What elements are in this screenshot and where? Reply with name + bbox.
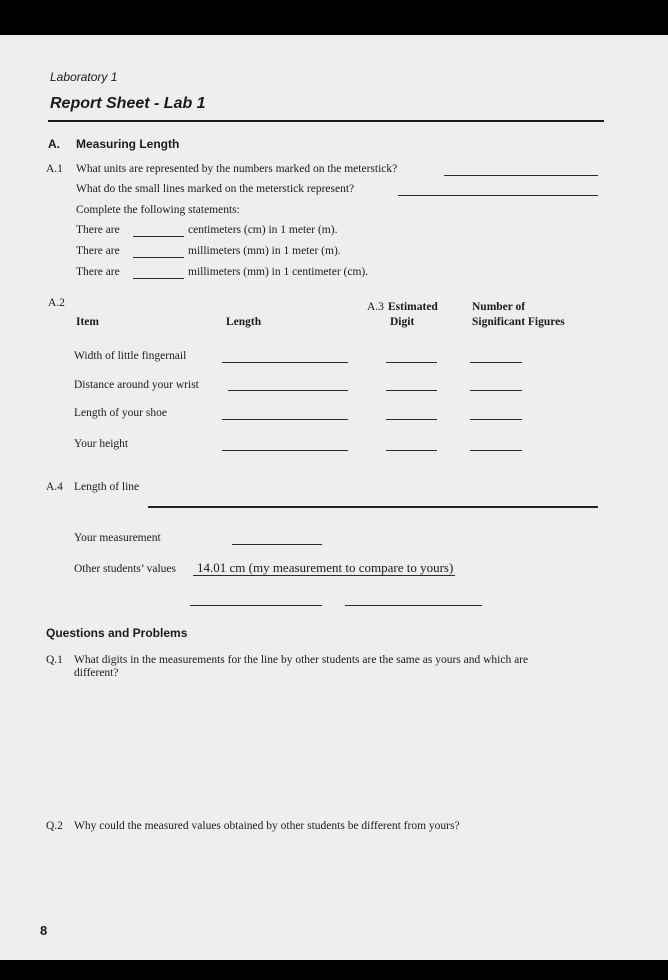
other-values-blank: [345, 605, 482, 606]
q1-number: Q.1: [46, 654, 63, 666]
a1-number: A.1: [46, 163, 63, 175]
a1-question-lines: What do the small lines marked on the meterstick represent?: [76, 183, 355, 195]
scan-top-border: [0, 0, 668, 35]
answer-blank: [444, 175, 598, 176]
other-values-label: Other students’ values: [74, 563, 176, 575]
column-header-item: Item: [76, 316, 99, 328]
questions-heading: Questions and Problems: [46, 626, 188, 640]
statement-prefix: There are: [76, 245, 120, 257]
other-values-blank: [190, 605, 322, 606]
measurement-row-label: Your height: [74, 438, 129, 450]
a4-number: A.4: [46, 481, 63, 493]
section-a-heading: Measuring Length: [76, 137, 180, 151]
q1-text-line1: What digits in the measurements for the line by other students are the same as yours and which are: [74, 654, 529, 666]
statement-suffix: millimeters (mm) in 1 meter (m).: [188, 245, 341, 257]
q2-text: Why could the measured values obtained by other students be different from yours?: [74, 820, 460, 832]
measurement-row-label: Length of your shoe: [74, 407, 167, 419]
answer-blank: [398, 195, 598, 196]
statement-prefix: There are: [76, 224, 120, 236]
length-blank: [222, 362, 348, 363]
your-measurement-blank: [232, 544, 322, 545]
sig-figs-blank: [470, 419, 522, 420]
column-header-length: Length: [226, 316, 262, 328]
q1-text-line2: different?: [74, 667, 119, 679]
line-to-measure: [148, 506, 598, 508]
length-blank: [228, 390, 348, 391]
estimated-digit-blank: [386, 362, 437, 363]
a4-label: Length of line: [74, 481, 140, 493]
a1-instruction: Complete the following statements:: [76, 204, 240, 216]
column-header-number-of: Number of: [472, 301, 526, 313]
sig-figs-blank: [470, 390, 522, 391]
a1-question-units: What units are represented by the numbers marked on the meterstick?: [76, 163, 398, 175]
estimated-digit-blank: [386, 419, 437, 420]
statement-prefix: There are: [76, 266, 120, 278]
scan-bottom-border: [0, 960, 668, 980]
a3-number: A.3: [367, 301, 384, 313]
column-header-digit: Digit: [390, 316, 415, 328]
length-blank: [222, 419, 348, 420]
q2-number: Q.2: [46, 820, 63, 832]
sig-figs-blank: [470, 362, 522, 363]
statement-suffix: centimeters (cm) in 1 meter (m).: [188, 224, 338, 236]
a2-number: A.2: [48, 297, 65, 309]
other-values-entry: 14.01 cm (my measurement to compare to yours): [193, 561, 455, 576]
page-number: 8: [40, 923, 48, 938]
lab-label: Laboratory 1: [50, 70, 118, 84]
answer-blank: [133, 278, 184, 279]
column-header-estimated: Estimated: [388, 301, 438, 313]
answer-blank: [133, 257, 184, 258]
page-title: Report Sheet - Lab 1: [50, 95, 206, 112]
length-blank: [222, 450, 348, 451]
column-header-significant-figures: Significant Figures: [472, 316, 565, 328]
estimated-digit-blank: [386, 450, 437, 451]
your-measurement-label: Your measurement: [74, 532, 161, 544]
section-a-letter: A.: [48, 137, 60, 151]
statement-suffix: millimeters (mm) in 1 centimeter (cm).: [188, 266, 369, 278]
measurement-row-label: Width of little fingernail: [74, 350, 187, 362]
estimated-digit-blank: [386, 390, 437, 391]
answer-blank: [133, 236, 184, 237]
title-rule: [48, 120, 604, 122]
sig-figs-blank: [470, 450, 522, 451]
measurement-row-label: Distance around your wrist: [74, 379, 199, 391]
